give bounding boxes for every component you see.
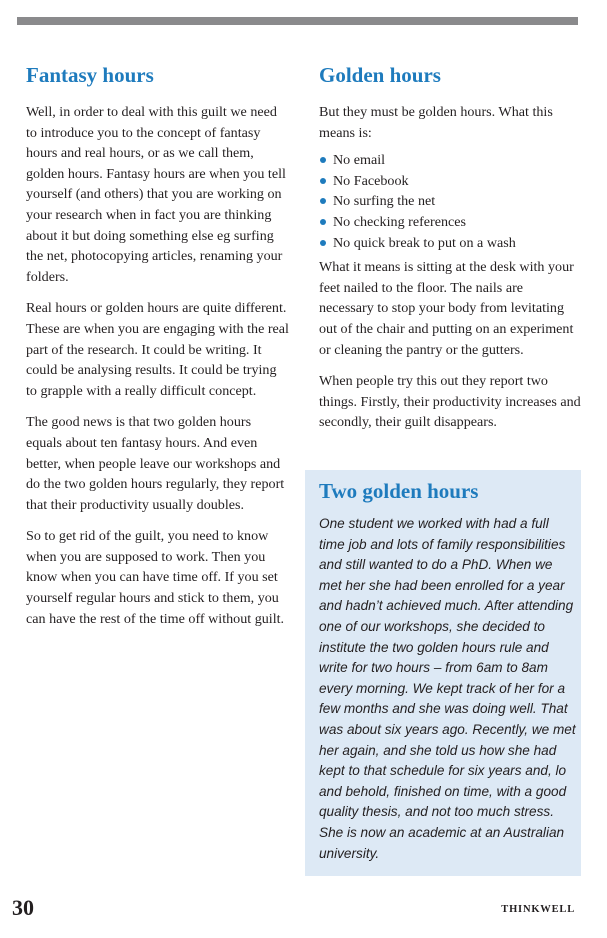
two-golden-hours-heading: Two golden hours [319, 479, 479, 503]
case-study-text: One student we worked with had a full time job and lots of family responsibilities and still wanted to do a PhD. When we met her she had been enrolled for a year and hadn’t achieved much. After attending one of our workshops, she decided to institute the two golden hours rule and write for two hours – from 6am to 8am every morning. We kept track of her for a few months and she was doing well. That was about six years ago. Recently, we met her again, and she told us how she had kept to that schedule for six years and, lo and behold, finished on time, with a good quality thesis, and not too much stress. She is now an academic at an Australian university. [319, 516, 576, 861]
left-column [26, 62, 290, 640]
case-study-box [305, 470, 581, 876]
list-item-text: No quick break to put on a wash [333, 234, 516, 251]
left-paragraph-2: Real hours or golden hours are quite different. These are when you are engaging with the real part of the research. It could be writing. It could be analysing results. It could be trying to grapple with a really difficult concept. [26, 300, 289, 399]
list-item-text: No checking references [333, 213, 467, 230]
left-paragraph-4: So to get rid of the guilt, you need to know when you are supposed to work. Then you know when you can have time off. If you set yourself regular hours and stick to them, you can have the rest of the time off without guilt. [26, 528, 285, 627]
list-item [319, 150, 581, 171]
right-column [319, 62, 581, 444]
list-item [319, 171, 581, 192]
list-item [319, 212, 581, 233]
list-item [319, 191, 581, 212]
right-paragraph-2: When people try this out they report two things. Firstly, their productivity increases and secondly, their guilt disappears. [319, 373, 581, 431]
list-item [319, 233, 581, 254]
golden-hours-intro: But they must be golden hours. What this means is: [319, 104, 553, 141]
golden-hours-heading: Golden hours [319, 63, 441, 87]
left-paragraph-3: The good news is that two golden hours equals about ten fantasy hours. And even better, when people leave our workshops and do the two golden hours regularly, they report that their productivity usually doubles. [26, 414, 285, 513]
list-item-text: No Facebook [333, 172, 409, 189]
brand-footer: THINKWELL [501, 904, 575, 915]
bullet-icon [320, 219, 326, 225]
bullet-icon [320, 157, 326, 163]
right-paragraph-1: What it means is sitting at the desk with your feet nailed to the floor. The nails are necessary to stop your body from levitating out of the chair and putting on an experiment or cleaning the pantry or the gutters. [319, 259, 574, 358]
list-item-text: No email [333, 152, 386, 169]
top-rule [17, 17, 578, 25]
list-item-text: No surfing the net [333, 193, 436, 210]
bullet-icon [320, 178, 326, 184]
page-number: 30 [12, 895, 34, 920]
fantasy-hours-heading: Fantasy hours [26, 63, 154, 87]
left-paragraph-1: Well, in order to deal with this guilt we need to introduce you to the concept of fantasy hours and real hours, or as we call them, golden hours. Fantasy hours are when you tell yourself (and others) that you are working on your research when in fact you are thinking about it but doing something else eg surfing the net, photocopying articles, renaming your folders. [26, 104, 286, 285]
bullet-icon [320, 198, 326, 204]
bullet-icon [320, 240, 326, 246]
rules-list [319, 150, 581, 253]
